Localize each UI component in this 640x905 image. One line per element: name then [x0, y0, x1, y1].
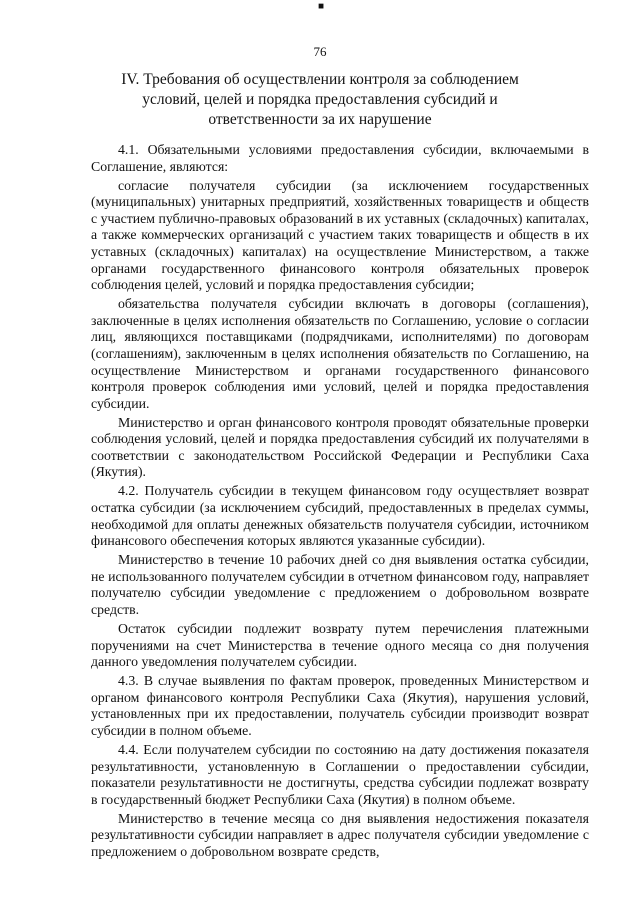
section-title: IV. Требования об осуществлении контроля за соблюдением условий, целей и порядка предоставления субсидий и ответственности за их нарушение	[121, 71, 519, 128]
paragraph: Министерство в течение 10 рабочих дней со дня выявления остатка субсидии, не использованного получателем субсидии в отчетном финансовом году, направляет получателю субсидии уведомление с предложением о добровольном возврате средств.	[91, 552, 589, 617]
paragraph: Министерство в течение месяца со дня выявления недостижения показателя результативности субсидии направляет в адрес получателя субсидии уведомление с предложением о добровольном возврате средств,	[91, 810, 589, 859]
paragraph: 4.1. Обязательными условиями предоставления субсидии, включаемыми в Соглашение, являются:	[91, 142, 589, 174]
document-body	[91, 142, 589, 860]
paragraph: согласие получателя субсидии (за исключением государственных (муниципальных) унитарных предприятий, хозяйственных товариществ и обществ с участием публично-правовых образований в их уставных (складочных) капиталах, а также коммерческих организаций с участием таких товариществ и обществ в их уставных (складочных) капиталах) на осуществление Министерством, а также органами государственного финансового контроля обязательных проверок соблюдения целей, условий и порядка предоставления субсидии;	[91, 177, 589, 293]
paragraph: Остаток субсидии подлежит возврату путем перечисления платежными поручениями на счет Министерства в течение одного месяца со дня получения данного уведомления получателем субсидии.	[91, 620, 589, 670]
paragraph: 4.4. Если получателем субсидии по состоянию на дату достижения показателя результативности, установленную в Соглашении о предоставлении субсидии, показатели результативности не достигнуты, средства субсидии подлежат возврату в государственный бюджет Республики Саха (Якутия) в полном объеме.	[91, 741, 589, 807]
paragraph: 4.3. В случае выявления по фактам проверок, проведенных Министерством и органом финансового контроля Республики Саха (Якутия), нарушения условий, установленных при их предоставлении, получатель субсидии производит возврат субсидии в полном объеме.	[91, 673, 589, 738]
page-number: 76	[313, 44, 327, 59]
paragraph: Министерство и орган финансового контроля проводят обязательные проверки соблюдения условий, целей и порядка предоставления субсидий их получателями в соответствии с законодательством Российской Федерации и Республики Саха (Якутия).	[91, 414, 589, 480]
corner-mark: ■	[318, 1, 325, 12]
paragraph: обязательства получателя субсидии включать в договоры (соглашения), заключенные в целях исполнения обязательств по Соглашению, условие о согласии лиц, являющихся поставщиками (подрядчиками, исполнителями) по договорам (соглашениям), заключенным в целях исполнения обязательств по Соглашению, на осуществление Министерством и органами государственного финансового контроля проверок соблюдения ими условий, целей и порядка предоставления субсидии.	[91, 296, 589, 411]
paragraph: 4.2. Получатель субсидии в текущем финансовом году осуществляет возврат остатка субсидии (за исключением субсидий, предоставленных в пределах суммы, необходимой для оплаты денежных обязательств получателя субсидии, источником финансового обеспечения которых являются указанные субсидии).	[91, 483, 589, 549]
